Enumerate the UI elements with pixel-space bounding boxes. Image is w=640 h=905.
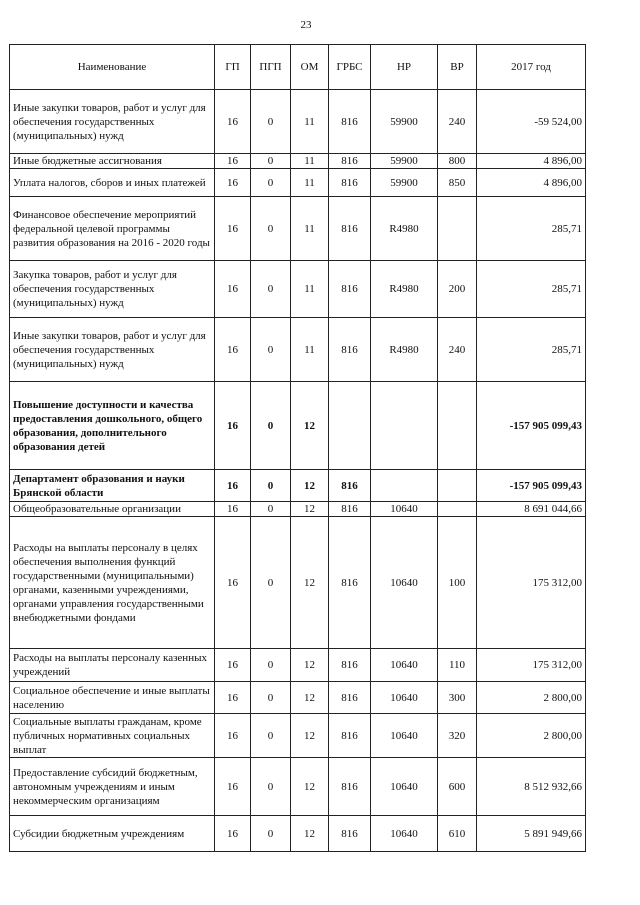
cell-grbs: 816: [329, 90, 371, 154]
cell-grbs: 816: [329, 682, 371, 714]
table-row: [10, 197, 586, 261]
cell-name: Департамент образования и науки Брянской области: [10, 470, 215, 502]
cell-nr: 10640: [371, 682, 438, 714]
cell-nr: [371, 382, 438, 470]
cell-vr: 320: [438, 714, 477, 758]
cell-om: 12: [291, 714, 329, 758]
cell-om: 12: [291, 502, 329, 517]
cell-vr: 800: [438, 154, 477, 169]
cell-nr: 10640: [371, 517, 438, 649]
cell-grbs: 816: [329, 470, 371, 502]
page-number: 23: [300, 19, 312, 31]
cell-gp: 16: [215, 318, 251, 382]
cell-vr: [438, 470, 477, 502]
cell-name: Социальное обеспечение и иные выплаты населению: [10, 682, 215, 714]
cell-pgp: 0: [251, 758, 291, 816]
cell-nr: 10640: [371, 502, 438, 517]
cell-name: Иные закупки товаров, работ и услуг для обеспечения государственных (муниципальных) нужд: [10, 90, 215, 154]
cell-om: 12: [291, 649, 329, 682]
cell-om: 11: [291, 154, 329, 169]
cell-amount: 285,71: [477, 197, 586, 261]
cell-vr: 240: [438, 318, 477, 382]
cell-om: 11: [291, 169, 329, 197]
cell-om: 12: [291, 517, 329, 649]
cell-amount: -157 905 099,43: [477, 382, 586, 470]
cell-nr: 10640: [371, 714, 438, 758]
cell-grbs: 816: [329, 714, 371, 758]
cell-amount: -157 905 099,43: [477, 470, 586, 502]
cell-nr: 10640: [371, 649, 438, 682]
table-row: [10, 517, 586, 649]
cell-gp: 16: [215, 169, 251, 197]
budget-table: [9, 44, 586, 852]
cell-amount: 175 312,00: [477, 649, 586, 682]
cell-amount: 2 800,00: [477, 714, 586, 758]
cell-om: 11: [291, 197, 329, 261]
header-gp: ГП: [215, 45, 251, 90]
header-pgp: ПГП: [251, 45, 291, 90]
table-row: [10, 470, 586, 502]
cell-amount: 4 896,00: [477, 154, 586, 169]
cell-vr: 850: [438, 169, 477, 197]
cell-gp: 16: [215, 816, 251, 852]
cell-gp: 16: [215, 90, 251, 154]
cell-gp: 16: [215, 714, 251, 758]
cell-pgp: 0: [251, 318, 291, 382]
cell-om: 12: [291, 470, 329, 502]
cell-pgp: 0: [251, 816, 291, 852]
cell-gp: 16: [215, 197, 251, 261]
cell-grbs: 816: [329, 261, 371, 318]
cell-grbs: 816: [329, 169, 371, 197]
cell-vr: 110: [438, 649, 477, 682]
cell-pgp: 0: [251, 714, 291, 758]
cell-vr: 600: [438, 758, 477, 816]
table-row: [10, 90, 586, 154]
cell-amount: 2 800,00: [477, 682, 586, 714]
cell-nr: R4980: [371, 197, 438, 261]
cell-nr: R4980: [371, 261, 438, 318]
cell-pgp: 0: [251, 197, 291, 261]
cell-nr: 59900: [371, 90, 438, 154]
cell-om: 12: [291, 382, 329, 470]
cell-name: Расходы на выплаты персоналу в целях обеспечения выполнения функций государственными (муниципальными) органами, казенными учреждениями, органами управления государственными внебюджетными фондами: [10, 517, 215, 649]
cell-nr: R4980: [371, 318, 438, 382]
cell-grbs: 816: [329, 649, 371, 682]
cell-name: Повышение доступности и качества предоставления дошкольного, общего образования, дополнительного образования детей: [10, 382, 215, 470]
cell-pgp: 0: [251, 649, 291, 682]
table-row: [10, 649, 586, 682]
table-row: [10, 816, 586, 852]
cell-name: Расходы на выплаты персоналу казенных учреждений: [10, 649, 215, 682]
cell-grbs: 816: [329, 318, 371, 382]
cell-name: Закупка товаров, работ и услуг для обеспечения государственных (муниципальных) нужд: [10, 261, 215, 318]
cell-amount: 5 891 949,66: [477, 816, 586, 852]
cell-om: 11: [291, 261, 329, 318]
cell-pgp: 0: [251, 517, 291, 649]
cell-name: Иные бюджетные ассигнования: [10, 154, 215, 169]
cell-vr: [438, 382, 477, 470]
table-row: [10, 154, 586, 169]
cell-amount: 285,71: [477, 318, 586, 382]
cell-amount: 4 896,00: [477, 169, 586, 197]
cell-name: Субсидии бюджетным учреждениям: [10, 816, 215, 852]
cell-pgp: 0: [251, 470, 291, 502]
table-row: [10, 502, 586, 517]
cell-pgp: 0: [251, 382, 291, 470]
header-vr: ВР: [438, 45, 477, 90]
cell-grbs: 816: [329, 816, 371, 852]
cell-gp: 16: [215, 682, 251, 714]
cell-amount: 8 512 932,66: [477, 758, 586, 816]
cell-name: Финансовое обеспечение мероприятий федеральной целевой программы развития образования на 2016 - 2020 годы: [10, 197, 215, 261]
cell-gp: 16: [215, 758, 251, 816]
cell-gp: 16: [215, 517, 251, 649]
table-row: [10, 261, 586, 318]
cell-vr: 610: [438, 816, 477, 852]
cell-grbs: [329, 382, 371, 470]
header-year: 2017 год: [477, 45, 586, 90]
cell-grbs: 816: [329, 758, 371, 816]
cell-grbs: 816: [329, 502, 371, 517]
header-grbs: ГРБС: [329, 45, 371, 90]
table-row: [10, 169, 586, 197]
table-row: [10, 758, 586, 816]
cell-vr: 240: [438, 90, 477, 154]
table-row: [10, 382, 586, 470]
cell-om: 12: [291, 816, 329, 852]
cell-gp: 16: [215, 470, 251, 502]
cell-gp: 16: [215, 649, 251, 682]
header-name: Наименование: [10, 45, 215, 90]
cell-amount: 8 691 044,66: [477, 502, 586, 517]
cell-nr: 59900: [371, 169, 438, 197]
cell-name: Предоставление субсидий бюджетным, автономным учреждениям и иным некоммерческим организациям: [10, 758, 215, 816]
cell-gp: 16: [215, 261, 251, 318]
cell-nr: 10640: [371, 758, 438, 816]
header-nr: НР: [371, 45, 438, 90]
cell-name: Уплата налогов, сборов и иных платежей: [10, 169, 215, 197]
cell-om: 11: [291, 90, 329, 154]
cell-name: Социальные выплаты гражданам, кроме публичных нормативных социальных выплат: [10, 714, 215, 758]
table-body: [10, 90, 586, 852]
cell-pgp: 0: [251, 502, 291, 517]
cell-grbs: 816: [329, 197, 371, 261]
cell-om: 11: [291, 318, 329, 382]
cell-grbs: 816: [329, 154, 371, 169]
cell-pgp: 0: [251, 682, 291, 714]
cell-vr: [438, 502, 477, 517]
cell-gp: 16: [215, 154, 251, 169]
cell-nr: [371, 470, 438, 502]
cell-pgp: 0: [251, 154, 291, 169]
cell-name: Иные закупки товаров, работ и услуг для обеспечения государственных (муниципальных) нужд: [10, 318, 215, 382]
cell-nr: 10640: [371, 816, 438, 852]
header-om: ОМ: [291, 45, 329, 90]
cell-pgp: 0: [251, 90, 291, 154]
table-row: [10, 714, 586, 758]
cell-grbs: 816: [329, 517, 371, 649]
table-row: [10, 682, 586, 714]
table-header-row: [10, 45, 586, 90]
cell-vr: 200: [438, 261, 477, 318]
cell-amount: 285,71: [477, 261, 586, 318]
cell-vr: [438, 197, 477, 261]
cell-om: 12: [291, 758, 329, 816]
cell-gp: 16: [215, 382, 251, 470]
cell-vr: 100: [438, 517, 477, 649]
cell-om: 12: [291, 682, 329, 714]
table-row: [10, 318, 586, 382]
cell-pgp: 0: [251, 261, 291, 318]
cell-name: Общеобразовательные организации: [10, 502, 215, 517]
cell-amount: -59 524,00: [477, 90, 586, 154]
cell-gp: 16: [215, 502, 251, 517]
cell-pgp: 0: [251, 169, 291, 197]
cell-vr: 300: [438, 682, 477, 714]
cell-nr: 59900: [371, 154, 438, 169]
cell-amount: 175 312,00: [477, 517, 586, 649]
